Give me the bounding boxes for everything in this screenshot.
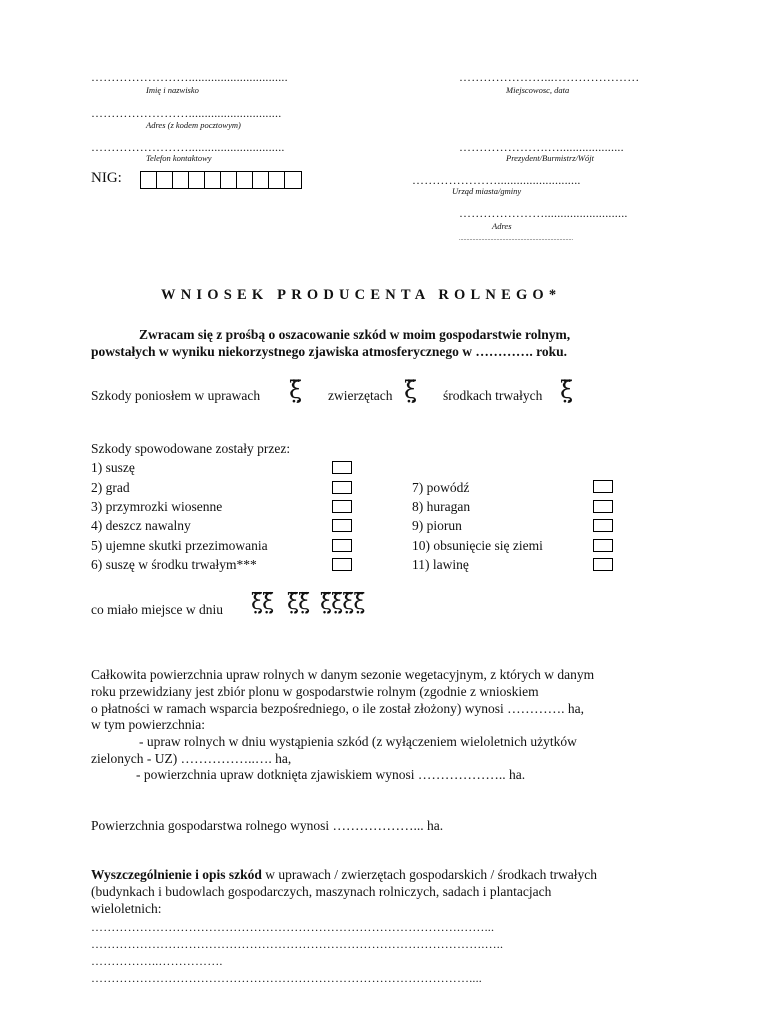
cause-frost: 3) przymrozki wiosenne xyxy=(91,499,223,514)
details-dots-4[interactable]: ………………………………………………………………………………….... xyxy=(91,971,482,985)
checkbox-lightning[interactable] xyxy=(593,519,613,532)
damage-crops-label: Szkody poniosłem w uprawach xyxy=(91,388,261,403)
damage-animals-label: zwierzętach xyxy=(328,388,393,403)
address-caption: Adres (z kodem pocztowym) xyxy=(146,120,241,130)
name-dots: ……………………............................... xyxy=(91,70,288,84)
cause-landslide: 10) obsunięcie się ziemi xyxy=(412,538,543,553)
area-line-7: - powierzchnia upraw dotknięta zjawiskiem wynosi ……………….. ha. xyxy=(136,767,526,782)
area-line-3: o płatności w ramach wsparcia bezpośredniego, o ile został złożony) wynosi …………. ha, xyxy=(91,701,584,716)
details-line-3: wieloletnich: xyxy=(91,901,162,916)
details-heading-bold: Wyszczególnienie i opis szkód xyxy=(91,867,262,882)
area-line-6: zielonych - UZ) ……………..…. ha, xyxy=(91,751,292,766)
cause-wintering: 5) ujemne skutki przezimowania xyxy=(91,538,268,553)
mayor-caption: Prezydent/Burmistrz/Wójt xyxy=(506,153,594,163)
date-month-fields[interactable]: ξ̤̈ξ̤̈ xyxy=(287,590,310,615)
form-title: WNIOSEK PRODUCENTA ROLNEGO* xyxy=(161,287,562,303)
phone-dots: …………………….............................. xyxy=(91,140,285,154)
office-dots: ………………….......................... xyxy=(412,173,581,187)
cause-hail: 2) grad xyxy=(91,480,130,495)
cause-hurricane: 8) huragan xyxy=(412,499,471,514)
details-line-2: (budynkach i budowlach gospodarczych, maszynach rolniczych, sadach i plantacjach xyxy=(91,884,552,899)
intro-line-2: powstałych w wyniku niekorzystnego zjawiska atmosferycznego w …………. roku. xyxy=(91,344,567,359)
details-line-1 xyxy=(91,867,597,883)
cause-drought-assets: 6) suszę w środku trwałym*** xyxy=(91,557,257,572)
checkbox-frost[interactable] xyxy=(332,500,352,513)
small-dots: ............................................................................ xyxy=(459,236,573,242)
crops-checkbox-glyph[interactable]: ξ̤̈ xyxy=(289,376,303,404)
checkbox-hurricane[interactable] xyxy=(593,500,613,513)
cause-drought: 1) suszę xyxy=(91,460,135,475)
intro-line-1: Zwracam się z prośbą o oszacowanie szkód w moim gospodarstwie rolnym, xyxy=(139,327,571,342)
farm-area-line: Powierzchnia gospodarstwa rolnego wynosi ………………... ha. xyxy=(91,818,444,833)
place-date-caption: Miejscowosc, data xyxy=(506,85,570,95)
checkbox-avalanche[interactable] xyxy=(593,558,613,571)
cause-lightning: 9) piorun xyxy=(412,518,462,533)
checkbox-hail[interactable] xyxy=(332,481,352,494)
assets-checkbox-glyph[interactable]: ξ̤̈ xyxy=(560,376,574,404)
checkbox-wintering[interactable] xyxy=(332,539,352,552)
date-day-fields[interactable]: ξ̤̈ξ̤̈ xyxy=(251,590,274,615)
name-caption: Imię i nazwisko xyxy=(146,85,199,95)
date-year-fields[interactable]: ξ̤̈ξ̤̈ξ̤̈ξ̤̈ xyxy=(320,590,365,615)
details-dots-3[interactable]: ……………..……………. xyxy=(91,954,223,968)
damage-assets-label: środkach trwałych xyxy=(443,388,543,403)
nig-input[interactable] xyxy=(140,171,302,189)
cause-downpour: 4) deszcz nawalny xyxy=(91,518,191,533)
checkbox-downpour[interactable] xyxy=(332,519,352,532)
place-date-dots: …………………...………………… xyxy=(459,70,640,84)
details-heading-rest: w uprawach / zwierzętach gospodarskich / środkach trwałych xyxy=(261,867,597,882)
cause-avalanche: 11) lawinę xyxy=(412,557,469,572)
details-dots-2[interactable]: …………………………………………………………………………………….….. xyxy=(91,937,504,951)
nig-label: NIG: xyxy=(91,170,122,186)
animals-checkbox-glyph[interactable]: ξ̤̈ xyxy=(404,376,418,404)
office-address-caption: Adres xyxy=(492,221,512,231)
phone-caption: Telefon kontaktowy xyxy=(146,153,212,163)
cause-flood: 7) powódź xyxy=(412,480,470,495)
address-dots: ……………………............................. xyxy=(91,106,282,120)
causes-heading: Szkody spowodowane zostały przez: xyxy=(91,441,291,456)
area-line-5: - upraw rolnych w dniu wystąpienia szkód (z wyłączeniem wieloletnich użytków xyxy=(139,734,577,749)
mayor-dots: ………………….….................... xyxy=(459,140,624,154)
area-line-4: w tym powierzchnia: xyxy=(91,717,205,732)
checkbox-drought-assets[interactable] xyxy=(332,558,352,571)
checkbox-flood[interactable] xyxy=(593,480,613,493)
area-line-1: Całkowita powierzchnia upraw rolnych w danym sezonie wegetacyjnym, z których w danym xyxy=(91,667,595,682)
date-label: co miało miejsce w dniu xyxy=(91,602,223,617)
area-line-2: roku przewidziany jest zbiór plonu w gospodarstwie rolnym (zgodnie z wnioskiem xyxy=(91,684,539,699)
office-address-dots: ………………….......................... xyxy=(459,206,628,220)
details-dots-1[interactable]: ……………………………………………………………………………….……... xyxy=(91,920,495,934)
checkbox-drought[interactable] xyxy=(332,461,352,474)
checkbox-landslide[interactable] xyxy=(593,539,613,552)
office-caption: Urząd miasta/gminy xyxy=(452,186,522,196)
